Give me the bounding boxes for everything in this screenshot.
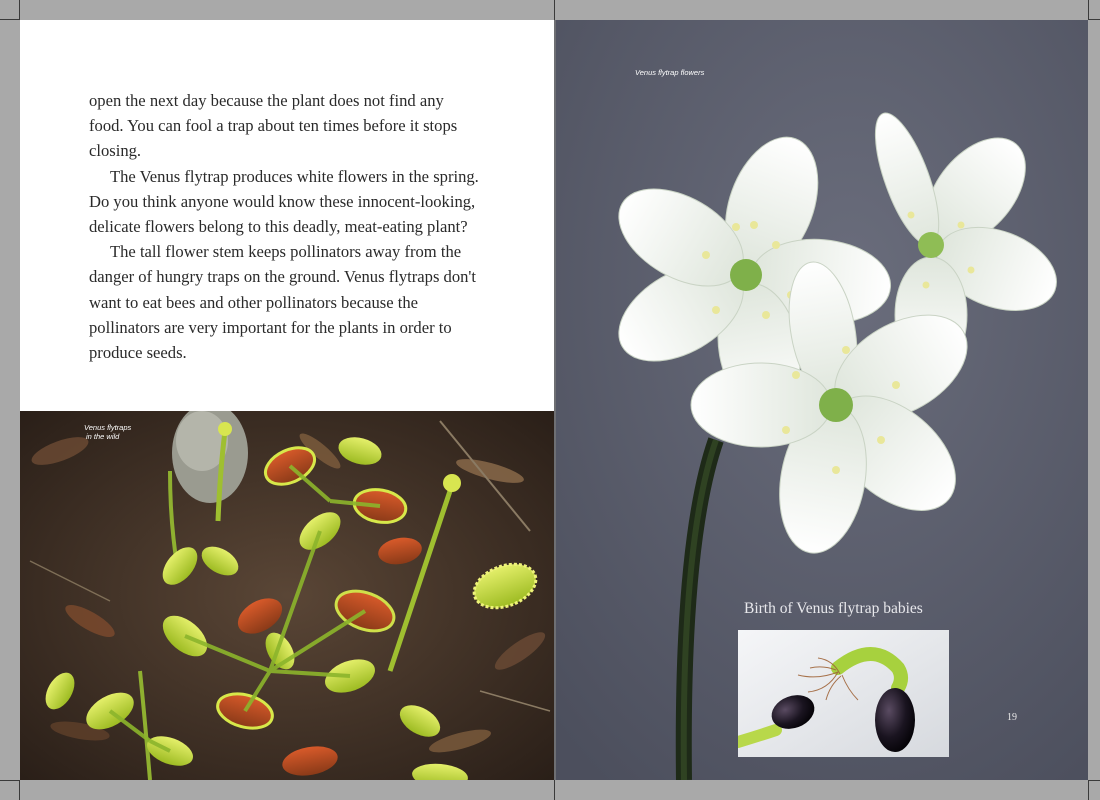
seedlings-photo xyxy=(738,630,949,757)
body-text xyxy=(89,88,481,365)
photo-caption xyxy=(84,423,131,441)
paragraph: The Venus flytrap produces white flowers in the spring. Do you think anyone would know these innocent-looking, delicate flowers belong to this deadly, meat-eating plant? xyxy=(89,166,479,237)
crop-mark xyxy=(1088,780,1089,800)
crop-mark xyxy=(0,780,20,781)
crop-mark xyxy=(19,0,20,20)
paragraph: The tall flower stem keeps pollinators away from the danger of hungry traps on the ground. Venus flytraps don't want to eat bees and other pollinators because the pollinators are very important for the plants in order to produce seeds. xyxy=(89,242,477,363)
flytraps-photo xyxy=(20,411,554,780)
crop-mark xyxy=(0,19,20,20)
crop-mark xyxy=(554,780,555,800)
babies-photo-title: Birth of Venus flytrap babies xyxy=(744,600,923,617)
left-page xyxy=(20,20,554,780)
caption-line: in the wild xyxy=(86,432,120,441)
seedlings-illustration xyxy=(738,630,949,757)
flytraps-illustration xyxy=(20,411,554,780)
crop-mark xyxy=(1088,780,1100,781)
photo-caption: Venus flytrap flowers xyxy=(635,68,705,77)
caption-line: Venus flytraps xyxy=(84,423,132,432)
crop-mark xyxy=(554,0,555,20)
right-page xyxy=(556,20,1088,780)
paragraph: open the next day because the plant does not find any food. You can fool a trap about ten times before it stops closing. xyxy=(89,91,458,161)
crop-mark xyxy=(1088,19,1100,20)
page-number: 19 xyxy=(1007,712,1017,723)
crop-mark xyxy=(1088,0,1089,20)
crop-mark xyxy=(19,780,20,800)
